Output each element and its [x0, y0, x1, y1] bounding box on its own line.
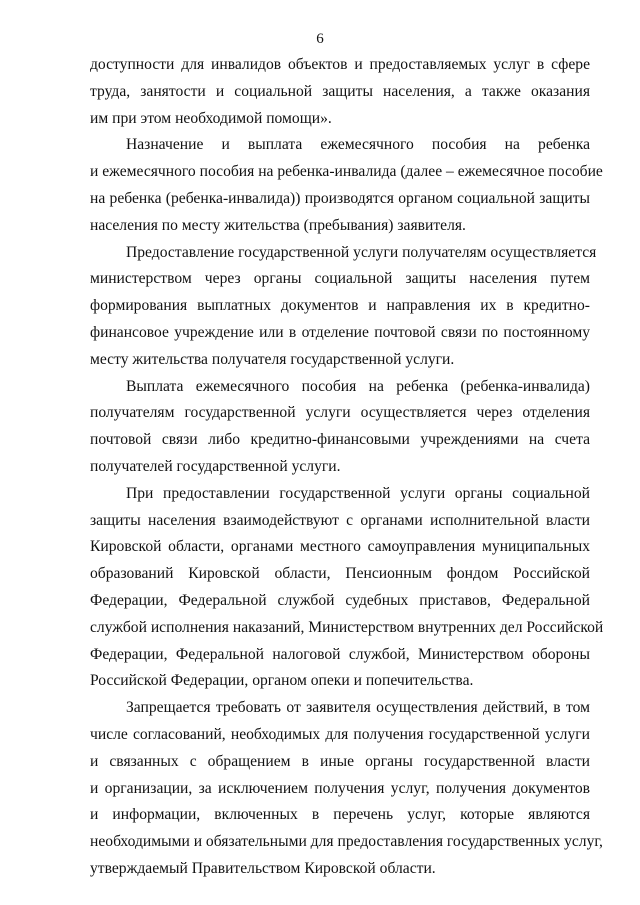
text-line: Предоставление государственной услуги получателям осуществляется	[126, 243, 597, 261]
text-line: месту жительства получателя государственной услуги.	[90, 350, 455, 368]
text-line: Российской Федерации, органом опеки и попечительства.	[90, 672, 474, 690]
text-line: им при этом необходимой помощи».	[90, 109, 332, 127]
paragraph-interaction	[90, 481, 604, 695]
text-line: и ежемесячного пособия на ребенка-инвалида (далее – ежемесячное пособие	[90, 163, 603, 181]
text-line: труда, занятости и социальной защиты населения, а также оказания	[90, 82, 590, 100]
text-line: Федерации, Федеральной службой судебных приставов, Федеральной	[90, 591, 590, 609]
page-number: 6	[316, 31, 324, 47]
text-line: Кировской области, органами местного самоуправления муниципальных	[90, 538, 590, 556]
text-line: службой исполнения наказаний, Министерством внутренних дел Российской	[90, 618, 604, 636]
text-line: доступности для инвалидов объектов и предоставляемых услуг в сфере	[90, 56, 590, 73]
paragraph-prohibition	[90, 695, 603, 883]
text-line: населения по месту жительства (пребывания) заявителя.	[90, 216, 466, 234]
text-line: При предоставлении государственной услуги органы социальной	[126, 484, 590, 502]
paragraph-continuation	[90, 52, 590, 132]
text-line: получателям государственной услуги осуществляется через отделения	[90, 404, 590, 422]
text-line: Назначение и выплата ежемесячного пособия на ребенка	[126, 136, 590, 154]
text-line: и организации, за исключением получения услуг, получения документов	[90, 779, 590, 797]
text-line: Запрещается требовать от заявителя осуществления действий, в том	[126, 699, 590, 717]
text-line: образований Кировской области, Пенсионным фондом Российской	[90, 565, 590, 583]
text-line: получателей государственной услуги.	[90, 457, 341, 475]
text-line: почтовой связи либо кредитно-финансовыми учреждениями на счета	[90, 431, 590, 449]
text-line: защиты населения взаимодействуют с органами исполнительной власти	[90, 511, 590, 529]
text-line: необходимыми и обязательными для предоставления государственных услуг,	[90, 833, 603, 851]
text-line: и связанных с обращением в иные органы государственной власти	[90, 752, 590, 770]
text-line: финансовое учреждение или в отделение почтовой связи по постоянному	[90, 323, 590, 341]
text-line: министерством через органы социальной защиты населения путем	[90, 270, 590, 288]
paragraph-benefit-assignment	[90, 132, 603, 239]
paragraph-payment	[90, 374, 590, 481]
text-line: Федерации, Федеральной налоговой службой, Министерством обороны	[90, 645, 590, 663]
text-line: формирования выплатных документов и направления их в кредитно-	[90, 297, 590, 315]
text-line: на ребенка (ребенка-инвалида)) производятся органом социальной защиты	[90, 189, 590, 207]
text-line: Выплата ежемесячного пособия на ребенка (ребенка-инвалида)	[126, 377, 590, 395]
text-line: числе согласований, необходимых для получения государственной услуги	[90, 725, 590, 743]
paragraph-service-provision	[90, 240, 597, 374]
text-line: утверждаемый Правительством Кировской области.	[90, 859, 436, 877]
text-line: и информации, включенных в перечень услуг, которые являются	[90, 806, 590, 824]
document-body	[90, 52, 604, 883]
